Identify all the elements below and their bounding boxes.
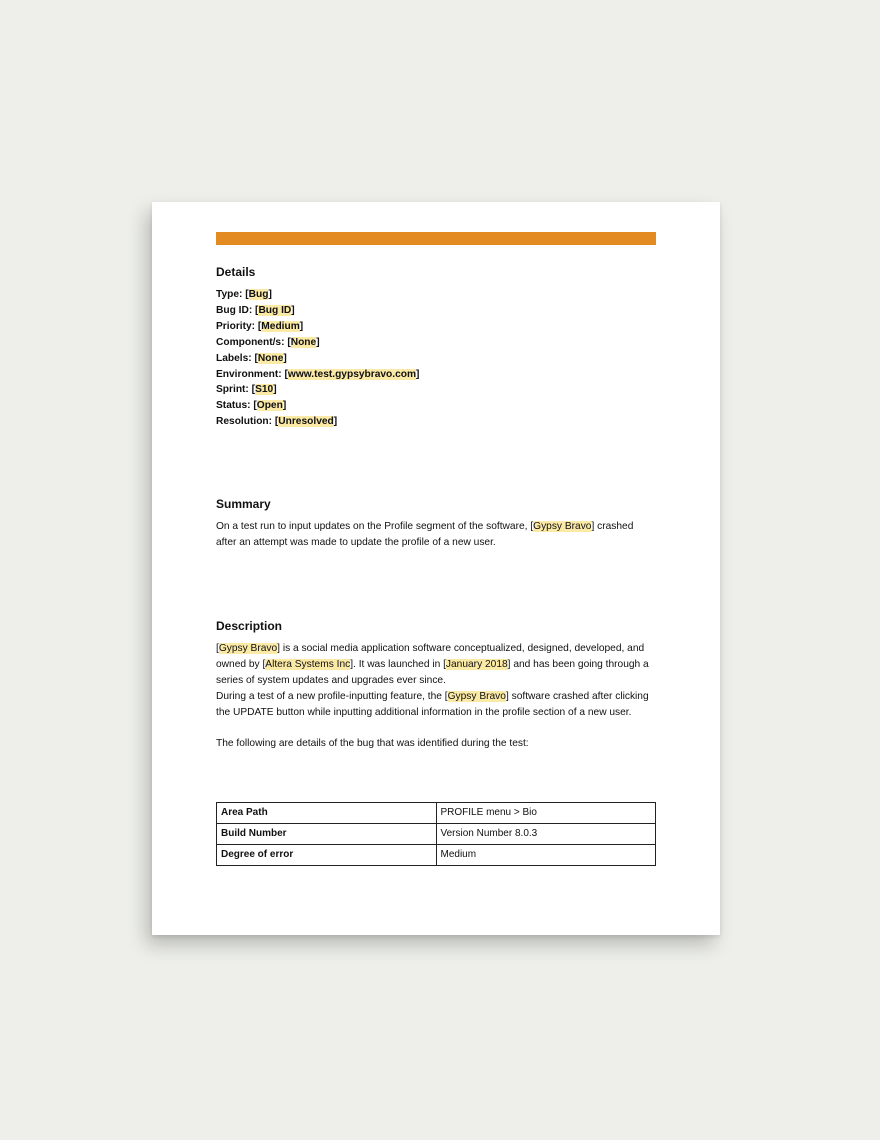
- detail-label: Component/s:: [216, 336, 288, 348]
- summary-section: [216, 497, 656, 551]
- text-run: On a test run to input updates on the Profile segment of the software, [: [216, 521, 534, 532]
- summary-body: [216, 519, 656, 551]
- description-heading: Description: [216, 619, 283, 633]
- text-run: ] software crashed after clicking the UPDATE button while inputting additional information in the profile section of a new user.: [216, 690, 649, 718]
- text-run: [: [216, 643, 219, 654]
- details-heading: Details: [216, 265, 256, 279]
- table-value: Version Number 8.0.3: [436, 823, 656, 844]
- paragraph: [216, 519, 656, 551]
- placeholder-highlight: Gypsy Bravo: [533, 521, 592, 532]
- text-run: ]. It was launched in [: [350, 658, 446, 670]
- detail-value: None: [290, 336, 317, 348]
- detail-value: None: [257, 352, 284, 364]
- paragraph: [216, 736, 656, 752]
- detail-field: Environment: [www.test.gypsybravo.com]: [216, 368, 420, 380]
- detail-field: Sprint: [S10]: [216, 384, 277, 396]
- detail-field: Resolution: [Unresolved]: [216, 416, 338, 428]
- detail-field: Bug ID: [Bug ID]: [216, 304, 295, 316]
- text-run: [216, 723, 219, 734]
- bug-details-table: [216, 802, 656, 866]
- text-run: ] crashed after an attempt was made to update the profile of a new user.: [216, 521, 634, 548]
- detail-value: Bug: [248, 289, 269, 300]
- table-key: Build Number: [217, 823, 437, 844]
- table-value: Medium: [436, 844, 656, 865]
- table-key: Degree of error: [217, 844, 437, 865]
- detail-field: Labels: [None]: [216, 352, 287, 364]
- detail-label: Priority:: [216, 320, 258, 332]
- placeholder-highlight: January 2018: [445, 658, 508, 670]
- detail-value: Bug ID: [258, 304, 292, 316]
- text-run: During a test of a new profile-inputting feature, the [: [216, 690, 448, 702]
- header-accent-bar: [216, 232, 656, 245]
- bug-details-table-wrap: [216, 802, 656, 866]
- detail-value: Medium: [261, 320, 300, 332]
- text-run: ] is a social media application software conceptualized, designed, developed, and owned by [: [216, 643, 645, 670]
- detail-label: Bug ID:: [216, 304, 256, 316]
- detail-value: S10: [255, 384, 274, 396]
- detail-value: www.test.gypsybravo.com: [287, 368, 417, 380]
- detail-value: Unresolved: [278, 416, 334, 428]
- table-row: [217, 844, 656, 865]
- document-page: [152, 202, 720, 935]
- table-value: PROFILE menu > Bio: [436, 803, 656, 824]
- detail-field: Priority: [Medium]: [216, 320, 304, 332]
- detail-field: Component/s: [None]: [216, 336, 320, 348]
- text-run: The following are details of the bug that was identified during the test:: [216, 738, 529, 750]
- description-section: [216, 619, 656, 752]
- detail-label: Status:: [216, 400, 254, 412]
- paragraph: [216, 641, 656, 689]
- paragraph: [216, 721, 656, 737]
- table-key: Area Path: [217, 803, 437, 824]
- detail-label: Type:: [216, 289, 246, 300]
- placeholder-highlight: Altera Systems Inc: [265, 658, 351, 670]
- details-section: [216, 265, 656, 430]
- table-row: [217, 803, 656, 824]
- text-run: ] and has been going through a series of system updates and upgrades ever since.: [216, 658, 649, 686]
- table-row: [217, 823, 656, 844]
- detail-field: Status: [Open]: [216, 400, 287, 412]
- placeholder-highlight: Gypsy Bravo: [218, 643, 278, 654]
- placeholder-highlight: Gypsy Bravo: [447, 690, 506, 702]
- detail-value: Open: [256, 400, 283, 412]
- details-list: [216, 287, 656, 430]
- detail-label: Environment:: [216, 368, 285, 380]
- detail-label: Resolution:: [216, 416, 275, 428]
- detail-field: Type: [Bug]: [216, 289, 272, 300]
- detail-label: Labels:: [216, 352, 255, 364]
- description-body: [216, 641, 656, 752]
- detail-label: Sprint:: [216, 384, 252, 396]
- summary-heading: Summary: [216, 497, 271, 511]
- paragraph: [216, 689, 656, 721]
